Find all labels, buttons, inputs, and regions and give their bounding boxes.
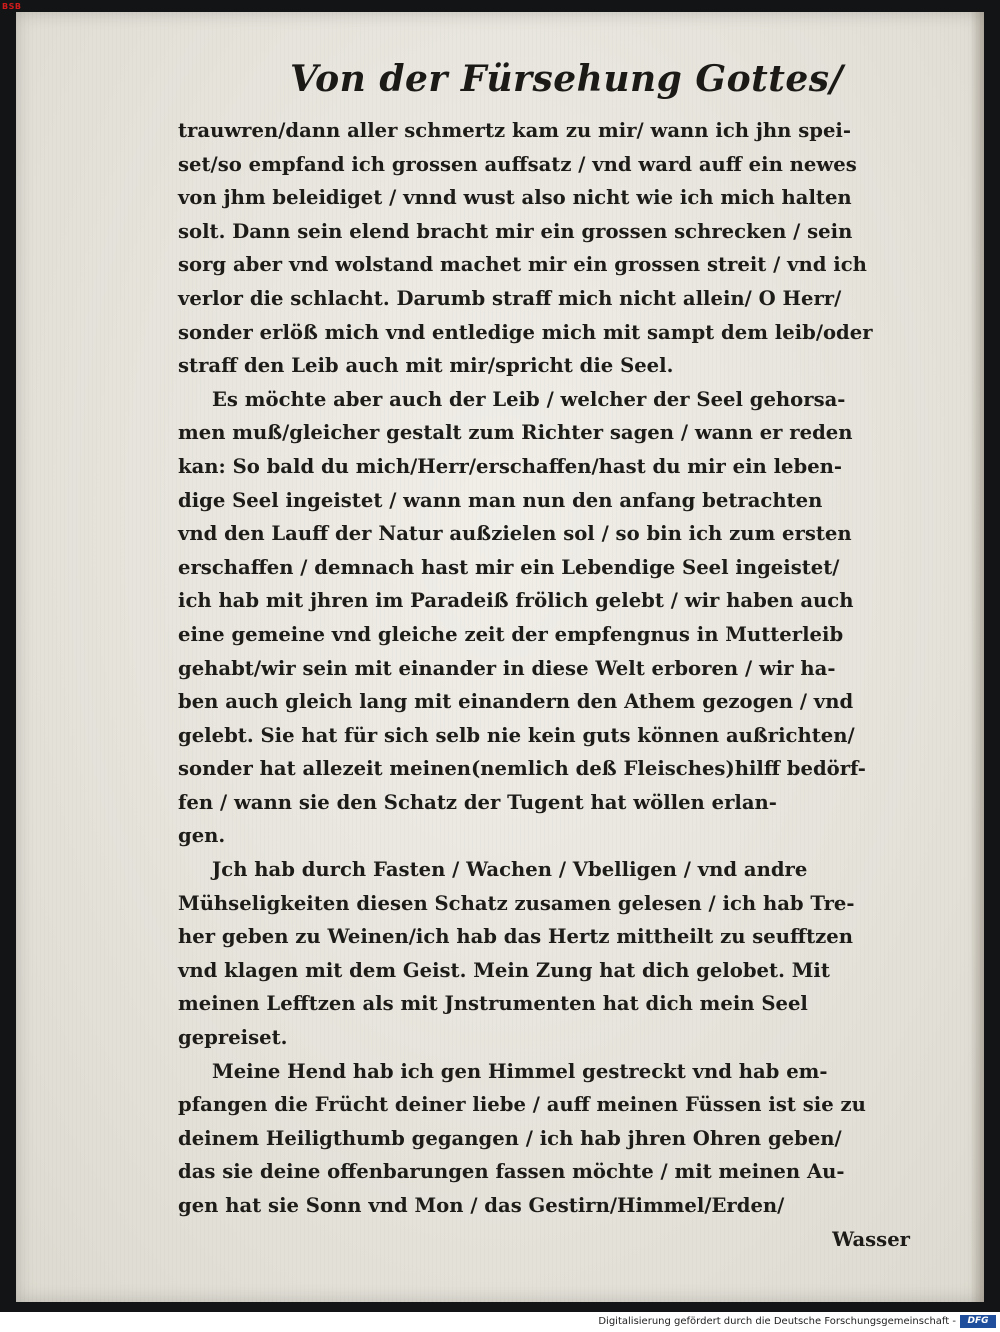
text-line: gepreiset. — [178, 1026, 288, 1050]
footer-bar — [0, 1312, 1000, 1332]
page-edge-shadow — [970, 12, 984, 1302]
text-line: erschaffen / demnach hast mir ein Lebendige Seel ingeistet/ — [178, 555, 840, 579]
text-line: vnd den Lauff der Natur außzielen sol / so bin ich zum ersten — [178, 522, 852, 546]
text-line: gen. — [178, 824, 226, 848]
text-line: Es möchte aber auch der Leib / welcher der Seel gehorsa- — [212, 387, 846, 411]
funding-credit: Digitalisierung gefördert durch die Deutsche Forschungsgemeinschaft - — [598, 1316, 956, 1327]
body-text — [178, 114, 918, 1256]
text-line: straff den Leib auch mit mir/spricht die Seel. — [178, 354, 674, 378]
text-line: verlor die schlacht. Darumb straff mich nicht allein/ O Herr/ — [178, 286, 842, 310]
text-line: trauwren/dann aller schmertz kam zu mir/ wann ich jhn spei- — [178, 119, 851, 142]
text-line: ben auch gleich lang mit einandern den Athem gezogen / vnd — [178, 690, 854, 714]
running-head: Von der Fürsehung Gottes/ — [290, 58, 844, 100]
text-line: fen / wann sie den Schatz der Tugent hat wöllen erlan- — [178, 790, 777, 814]
text-line: set/so empfand ich grossen auffsatz / vnd ward auff ein newes — [178, 152, 857, 176]
text-line: das sie deine offenbarungen fassen möchte / mit meinen Au- — [178, 1160, 845, 1184]
catchword: Wasser — [832, 1227, 910, 1251]
dfg-logo-icon: DFG — [960, 1315, 996, 1328]
text-line: meinen Lefftzen als mit Jnstrumenten hat dich mein Seel — [178, 992, 808, 1016]
text-line: solt. Dann sein elend bracht mir ein grossen schrecken / sein — [178, 219, 853, 243]
text-line: dige Seel ingeistet / wann man nun den anfang betrachten — [178, 488, 823, 512]
text-line: eine gemeine vnd gleiche zeit der empfengnus in Mutterleib — [178, 622, 844, 646]
text-line: pfangen die Frücht deiner liebe / auff meinen Füssen ist sie zu — [178, 1093, 866, 1117]
text-line: gehabt/wir sein mit einander in diese Welt erboren / wir ha- — [178, 656, 836, 680]
bsb-badge: BSB — [2, 2, 22, 11]
text-line: sonder erlöß mich vnd entledige mich mit sampt dem leib/oder — [178, 320, 873, 344]
text-line: vnd klagen mit dem Geist. Mein Zung hat dich gelobet. Mit — [178, 958, 830, 982]
text-line: her geben zu Weinen/ich hab das Hertz mittheilt zu seufftzen — [178, 925, 853, 949]
text-line: gelebt. Sie hat für sich selb nie kein guts können außrichten/ — [178, 723, 855, 747]
text-line: Meine Hend hab ich gen Himmel gestreckt vnd hab em- — [212, 1059, 828, 1083]
text-line: sorg aber vnd wolstand machet mir ein grossen streit / vnd ich — [178, 253, 867, 277]
text-line: Mühseligkeiten diesen Schatz zusamen gelesen / ich hab Tre- — [178, 891, 855, 915]
text-line: sonder hat allezeit meinen(nemlich deß Fleisches)hilff bedörf- — [178, 757, 866, 781]
text-line: von jhm beleidiget / vnnd wust also nicht wie ich mich halten — [178, 186, 852, 210]
text-line: Jch hab durch Fasten / Wachen / Vbelligen / vnd andre — [212, 858, 808, 882]
text-line: kan: So bald du mich/Herr/erschaffen/hast du mir ein leben- — [178, 454, 843, 478]
text-line: ich hab mit jhren im Paradeiß frölich gelebt / wir haben auch — [178, 589, 854, 613]
text-line: men muß/gleicher gestalt zum Richter sagen / wann er reden — [178, 421, 853, 445]
text-line: gen hat sie Sonn vnd Mon / das Gestirn/Himmel/Erden/ — [178, 1194, 785, 1217]
text-line: deinem Heiligthumb gegangen / ich hab jhren Ohren geben/ — [178, 1126, 842, 1150]
